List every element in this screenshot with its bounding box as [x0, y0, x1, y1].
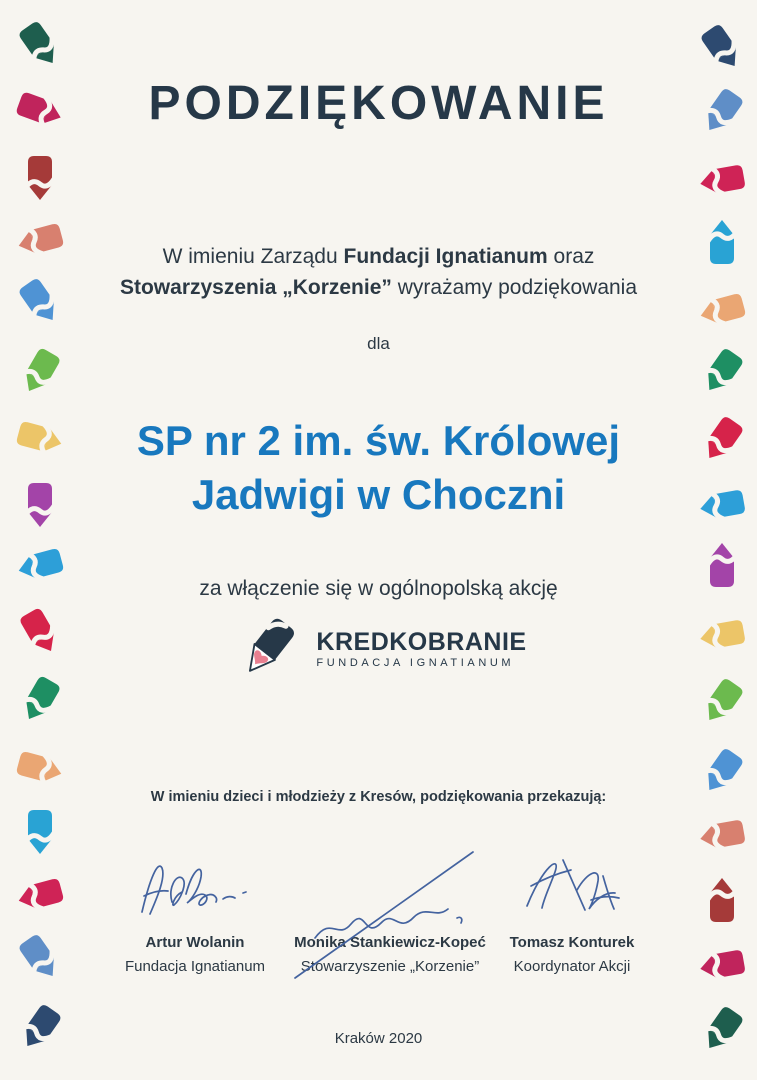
- kredkobranie-pencil-icon: [230, 612, 304, 686]
- intro-line2-post: wyrażamy podziękowania: [391, 276, 638, 299]
- signatory-name: Tomasz Konturek: [509, 934, 635, 951]
- pencil-icon: [13, 218, 66, 263]
- intro-line2-bold: Stowarzyszenia „Korzenie”: [119, 276, 392, 299]
- pencil-icon: [13, 746, 66, 791]
- signatory-org: Stowarzyszenie „Korzenie”: [300, 958, 480, 975]
- pencil-icon: [696, 159, 747, 200]
- signatory-name: Artur Wolanin: [145, 934, 245, 951]
- signatory-name: Monika Stankiewicz-Kopeć: [294, 934, 486, 951]
- footer-place-year: Kraków 2020: [334, 1030, 423, 1047]
- certificate-title: PODZIĘKOWANIE: [148, 77, 609, 130]
- signatory-org: Fundacja Ignatianum: [124, 958, 266, 975]
- kredkobranie-logo: [0, 612, 757, 686]
- recipient-preposition: dla: [367, 334, 390, 353]
- pencil-icon: [695, 288, 748, 333]
- signature-artur-wolanin: [95, 848, 295, 930]
- pencil-icon: [13, 16, 67, 73]
- signatory-org: Koordynator Akcji: [513, 958, 631, 975]
- pencil-icon: [13, 273, 67, 330]
- intro-line1-bold: Fundacji Ignatianum: [343, 245, 548, 268]
- pencil-icon: [23, 155, 57, 201]
- recipient-name: [30, 414, 727, 522]
- recipient-name-line2: Jadwigi w Choczni: [191, 471, 566, 518]
- intro-line1-post: oraz: [547, 245, 595, 268]
- intro-line1-pre: W imieniu Zarządu: [162, 245, 344, 268]
- logo-text: [316, 629, 526, 669]
- signatures-row: [0, 848, 757, 1008]
- logo-subtitle: FUNDACJA IGNATIANUM: [316, 657, 515, 669]
- recipient-name-line1: SP nr 2 im. św. Królowej: [136, 417, 621, 464]
- intro-text: [60, 241, 697, 303]
- signatory-block-artur-wolanin: [95, 848, 295, 975]
- credits-heading: W imieniu dzieci i młodzieży z Kresów, podziękowania przekazują:: [150, 789, 607, 805]
- pencil-icon: [695, 19, 749, 76]
- signature-artur-wolanin-icon: [130, 848, 260, 926]
- signature-monika-stankiewicz-kopec: [283, 848, 497, 930]
- signatory-block-tomasz-konturek: [487, 848, 657, 975]
- pencil-icon: [705, 219, 739, 265]
- signature-monika-stankiewicz-kopec-icon: [285, 846, 495, 986]
- signature-tomasz-konturek: [487, 848, 657, 930]
- action-line: za włączenie się w ogólnopolską akcję: [199, 577, 558, 600]
- logo-title: KREDKOBRANIE: [316, 628, 527, 656]
- signatory-block-monika-stankiewicz-kopec: [283, 848, 497, 975]
- signature-tomasz-konturek-icon: [507, 848, 637, 926]
